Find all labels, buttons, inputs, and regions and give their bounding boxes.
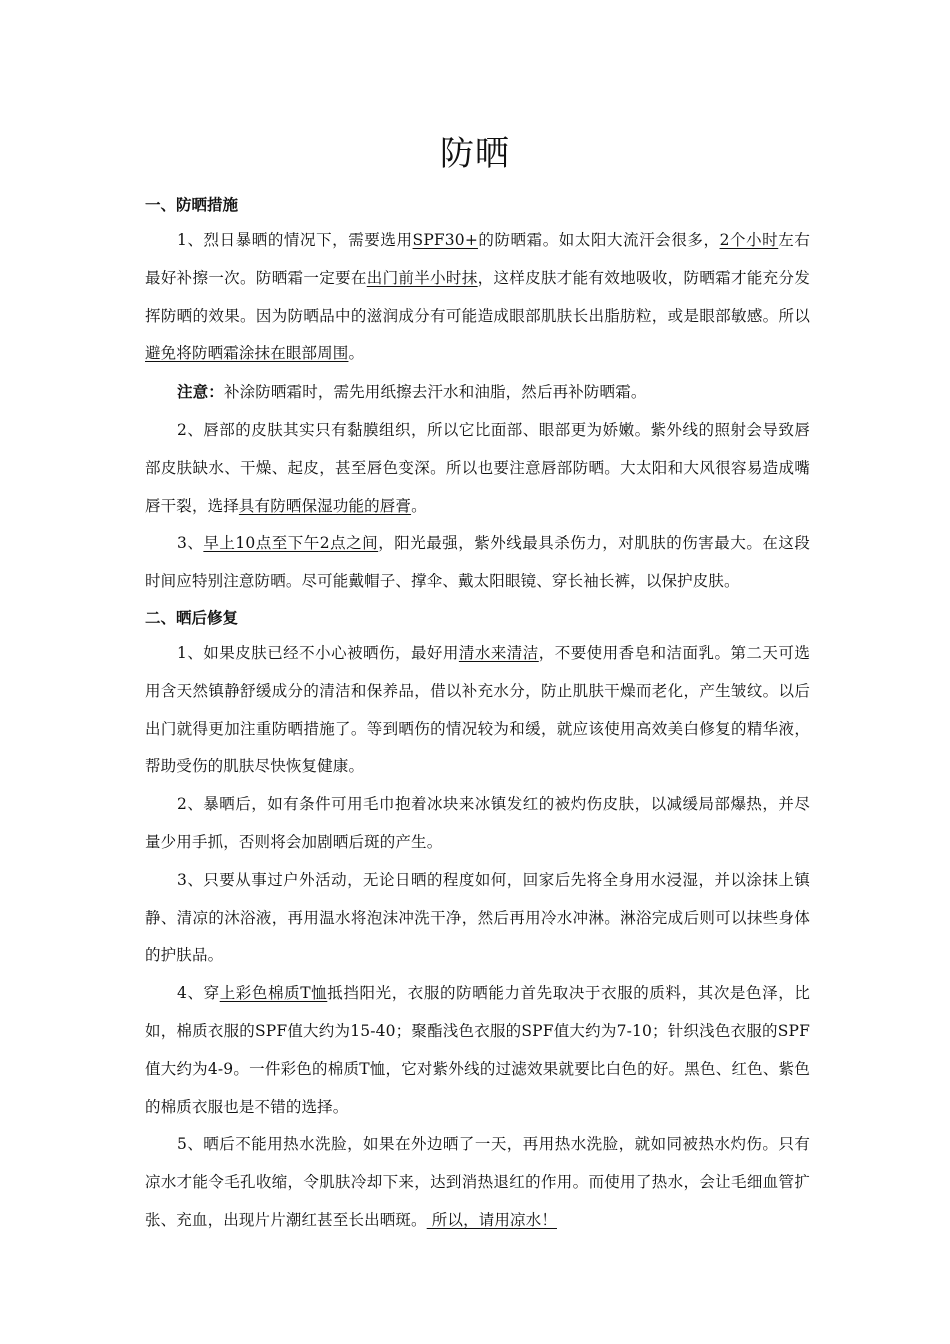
paragraph-sunscreen [145, 222, 810, 373]
underlined-two-hours: 2个小时 [719, 231, 779, 249]
paragraph-lips [145, 412, 810, 525]
paragraph-peak-hours [145, 525, 810, 601]
text-run: 的防晒霜。如太阳大流汗会很多， [477, 231, 720, 249]
paragraph-note [145, 373, 810, 412]
underlined-avoid-eyes: 避免将防晒霜涂抹在眼部周围 [145, 344, 349, 363]
paragraph-cleanse [145, 635, 810, 786]
text-run: 3、 [177, 534, 204, 553]
text-run: 。 [411, 496, 427, 515]
section-heading-prevention: 一、防晒措施 [145, 196, 239, 214]
paragraph-shower: 3、只要从事过户外活动，无论日晒的程度如何，回家后先将全身用水浸湿，并以涂抹上镇静、清凉的沐浴液，再用温水将泡沫冲洗干净，然后再用冷水冲淋。淋浴完成后则可以抹些身体的护肤品。 [145, 870, 810, 965]
underlined-use-cold-water: 所以，请用凉水！ [426, 1210, 557, 1229]
underlined-tshirt: 上彩色棉质T恤 [219, 984, 328, 1003]
text-run: 2、唇部的皮肤其实只有黏膜组织，所以它比面部、眼部更为娇嫩。紫外线的照射会导致唇部皮肤缺水、干燥、起皮，甚至唇色变深。所以也要注意唇部防晒。大太阳和大风很容易造成嘴唇干裂，选择 [145, 420, 810, 515]
underlined-half-hour: 出门前半小时抹 [366, 268, 478, 287]
text-run: ，阳光最强，紫外线最具杀伤力，对肌肤的伤害最大。在这段时间应特别注意防晒。尽可能戴帽子、撑伞、戴太阳眼镜、穿长袖长裤，以保护皮肤。 [145, 534, 810, 591]
text-run: 4、穿 [177, 984, 220, 1003]
page-title: 防晒 [440, 134, 510, 174]
text-run: 1、如果皮肤已经不小心被晒伤，最好用 [177, 643, 459, 662]
paragraph-ice: 2、暴晒后，如有条件可用毛巾抱着冰块来冰镇发红的被灼伤皮肤，以减缓局部爆热，并尽量少用手抓，否则将会加剧晒后斑的产生。 [145, 795, 810, 851]
note-label: 注意： [177, 382, 224, 402]
text-run: 左右最好补擦一次。防晒霜一定要在 [145, 231, 810, 287]
document-body [145, 188, 810, 1240]
note-text: 补涂防晒霜时，需先用纸擦去汗水和油脂，然后再补防晒霜。 [223, 383, 647, 402]
text-run: 。 [348, 344, 365, 363]
paragraph-clothing [145, 975, 810, 1126]
text-run: 抵挡阳光，衣服的防晒能力首先取决于衣服的质料，其次是色泽，比如，棉质衣服的SPF值大约为15-40；聚酯浅色衣服的SPF值大约为7-10；针织浅色衣服的SPF值大约为4-9。一件彩色的棉质T恤，它对紫外线的过滤效果就要比白色的好。黑色、红色、紫色的棉质衣服也是不错的选择。 [145, 984, 811, 1116]
section-heading-repair: 二、晒后修复 [145, 608, 239, 627]
underlined-peak-hours: 早上10点至下午2点之间 [203, 534, 379, 553]
underlined-spf: SPF30+ [412, 231, 478, 249]
paragraph-cold-water [145, 1126, 810, 1239]
underlined-lip-balm: 具有防晒保湿功能的唇膏 [238, 496, 412, 515]
text-run: 5、晒后不能用热水洗脸，如果在外边晒了一天，再用热水洗脸，就如同被热水灼伤。只有凉水才能令毛孔收缩，令肌肤冷却下来，达到消热退红的作用。而使用了热水，会让毛细血管扩张、充血，出现片片潮红甚至长出晒斑。 [145, 1135, 810, 1229]
text-run: 1、烈日暴晒的情况下，需要选用 [177, 231, 413, 249]
text-run: ，不要使用香皂和洁面乳。第二天可选用含天然镇静舒缓成分的清洁和保养品，借以补充水分，防止肌肤干燥而老化，产生皱纹。以后出门就得更加注重防晒措施了。等到晒伤的情况较为和缓，就应该使用高效美白修复的精华液，帮助受伤的肌肤尽快恢复健康。 [145, 643, 810, 776]
underlined-clean-water: 清水来清洁 [458, 643, 539, 662]
text-run: ，这样皮肤才能有效地吸收，防晒霜才能充分发挥防晒的效果。因为防晒品中的滋润成分有可能造成眼部肌肤长出脂肪粒，或是眼部敏感。所以 [145, 268, 811, 325]
